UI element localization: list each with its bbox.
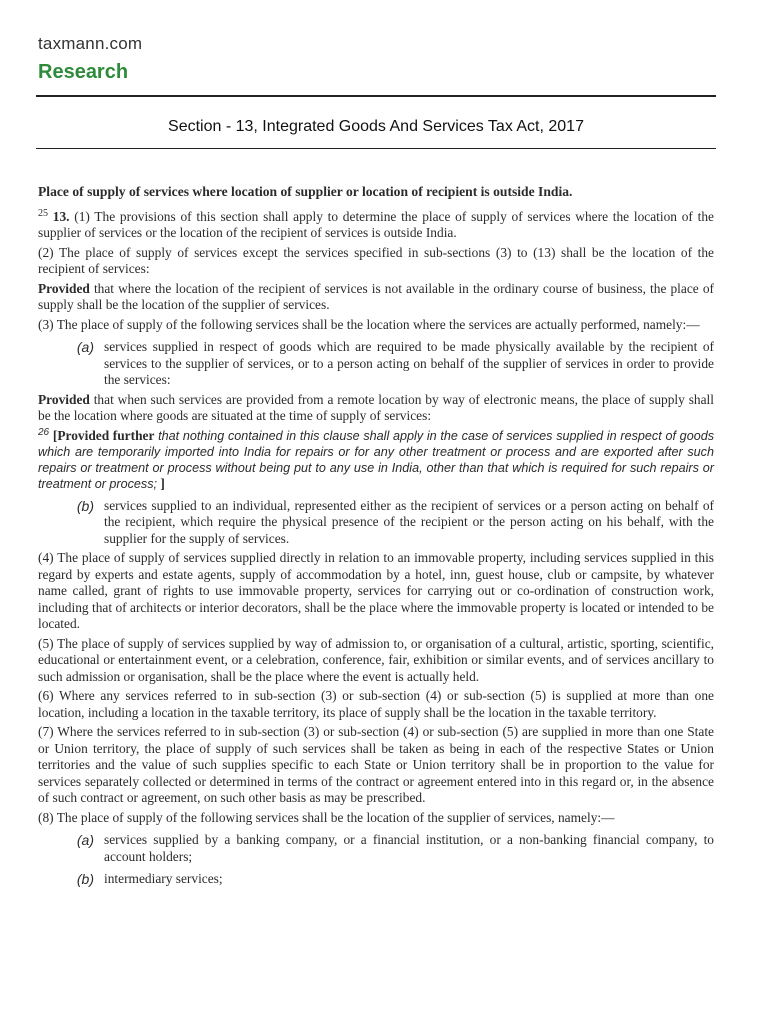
subsection-8: (8) The place of supply of the following services shall be the location of the supplier of services, namely:—	[38, 809, 615, 825]
subsection-5: (5) The place of supply of services supplied by way of admission to, or organisation of a cultural, artistic, sporting, scientific, educational or entertainment event, or a celebration, conference, fair, exhibition or similar events, and of services ancillary to such admission or organisation, shall be the place where the event is actually held.	[38, 635, 714, 684]
section-heading: Place of supply of services where location of supplier or location of recipient is outside India.	[38, 184, 573, 199]
clause-label: (a)	[76, 339, 94, 355]
proviso-label: Provided	[38, 391, 90, 407]
subsection-4: (4) The place of supply of services supplied directly in relation to an immovable property, including services supplied in this regard by experts and estate agents, supply of accommodation by a hotel, inn, guest house, club or campsite, by whatever name called, grant of rights to use immovable property, services for carrying out or co-ordination of construction work, including that of architects or interior decorators, shall be the place where the immovable property is located or intended to be located.	[38, 550, 714, 631]
footnote-ref[interactable]: 25	[38, 207, 48, 219]
clause-3a	[38, 339, 714, 389]
clause-8b	[38, 871, 714, 888]
clause-text: services supplied by a banking company, or a financial institution, or a non-banking financial company, to account holders;	[104, 832, 714, 864]
clause-3b	[38, 498, 714, 548]
proviso-further-text: that nothing contained in this clause shall apply in the case of services supplied in respect of goods which are temporarily imported into India for repairs or for any other treatment or process and are exported after such repairs or treatment or process without being put to any use in India, other than that which is required for such repairs or treatment or process;	[38, 428, 715, 491]
title-rule	[36, 148, 716, 149]
clause-label: (b)	[76, 871, 94, 887]
proviso-further-label: [Provided further	[52, 427, 155, 443]
proviso-text: that when such services are provided from a remote location by way of electronic means, the place of supply shall be the location where goods are situated at the time of supply of services:	[38, 391, 714, 423]
top-rule	[36, 95, 716, 97]
section-number: 13.	[52, 208, 70, 224]
brand-block	[38, 34, 142, 84]
clause-text: intermediary services;	[104, 871, 223, 886]
brand-name: taxmann.com	[38, 34, 143, 53]
subsection-1-text: (1) The provisions of this section shall apply to determine the place of supply of services where the location of the supplier of services or the location of the recipient of services is outside India.	[38, 208, 714, 240]
subsection-6: (6) Where any services referred to in sub-section (3) or sub-section (4) or sub-section (5) is supplied at more than one location, including a location in the taxable territory, its place of supply shall be the location in the taxable territory.	[38, 688, 714, 720]
clause-3a-proviso	[38, 392, 714, 425]
subsection-1	[38, 209, 714, 242]
clause-label: (b)	[76, 497, 94, 514]
proviso-label: Provided	[38, 280, 90, 296]
document-body	[38, 184, 714, 891]
closing-bracket: ]	[157, 475, 165, 491]
clause-text: services supplied to an individual, represented either as the recipient of services or a person acting on behalf of the recipient, which require the physical presence of the recipient or the person acting on his behalf, with the supplier for the supply of services.	[104, 497, 714, 546]
clause-text: services supplied in respect of goods which are required to be made physically available by the recipient of services to the supplier of services, or to a person acting on behalf of the supplier of services in order to provide the services:	[104, 339, 714, 387]
subsection-2-proviso	[38, 281, 714, 314]
subsection-2: (2) The place of supply of services except the services specified in sub-sections (3) to (13) shall be the location of the recipient of services:	[38, 244, 714, 276]
clause-label: (a)	[76, 832, 94, 848]
proviso-text: that where the location of the recipient of services is not available in the ordinary course of business, the place of supply shall be the location of the supplier of services.	[38, 280, 714, 312]
page-title: Section - 13, Integrated Goods And Services Tax Act, 2017	[168, 118, 584, 135]
clause-3a-proviso-further	[38, 428, 714, 492]
brand-sub: Research	[38, 61, 129, 83]
subsection-7: (7) Where the services referred to in sub-section (3) or sub-section (4) or sub-section (5) are supplied in more than one State or Union territory, the place of supply of such services shall be taken as being in each of the respective States or Union territories and the value of such supplies specific to each State or Union territory shall be in proportion to the value for services separately collected or determined in terms of the contract or agreement entered into in this regard or, in the absence of such contract or agreement, on such other basis as may be prescribed.	[38, 724, 714, 805]
subsection-3: (3) The place of supply of the following services shall be the location where the services are actually performed, namely:—	[38, 316, 700, 332]
footnote-ref[interactable]: 26	[38, 426, 50, 438]
clause-8a	[38, 832, 714, 865]
